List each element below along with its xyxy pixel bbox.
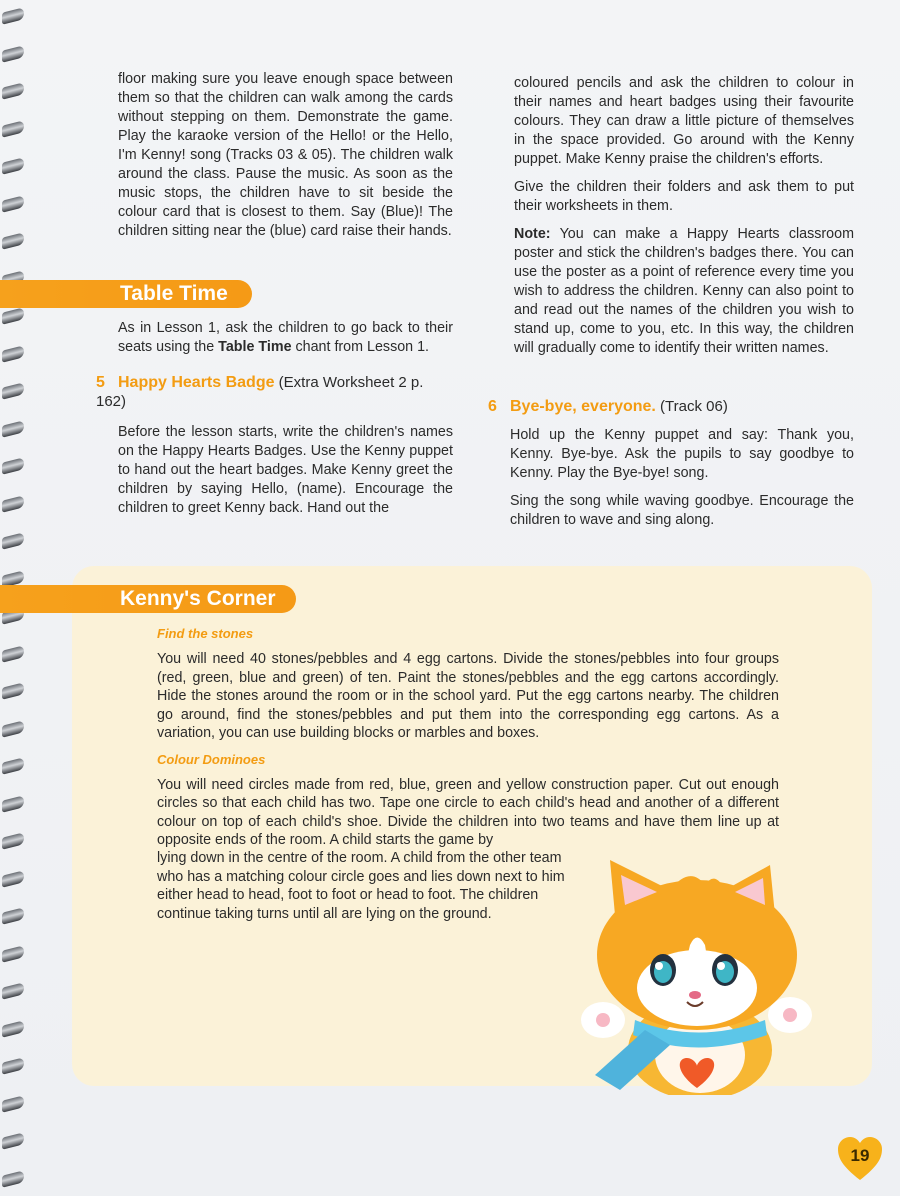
spiral-coil [2,495,24,512]
spiral-coil [2,720,24,737]
kennys-corner-heading [0,585,296,613]
spiral-coil [2,982,24,999]
spiral-coil [2,382,24,399]
spiral-coil [2,457,24,474]
spiral-coil [2,1057,24,1074]
section-6-title: Bye-bye, everyone. [510,398,656,415]
spiral-coil [2,420,24,437]
table-time-section [118,319,453,366]
spiral-coil [2,82,24,99]
spiral-coil [2,832,24,849]
right-column [514,74,854,367]
section-6-reference: (Track 06) [655,398,728,415]
section-6-number: 6 [488,398,497,415]
spiral-coil [2,682,24,699]
section-5-reference: (Extra Worksheet 2 p. 162) [96,374,424,410]
section-6-paragraph-1: Hold up the Kenny puppet and say: Thank you, Kenny. Bye-bye. Ask the pupils to say goodbye to Kenny. Play the Bye-bye! song. [510,427,854,481]
spiral-coil [2,1095,24,1112]
find-the-stones-text: You will need 40 stones/pebbles and 4 egg cartons. Divide the stones/pebbles into four groups (red, green, blue and green) of ten. Paint the stones/pebbles and the egg cartons accordingly. Hide the stones around the room or in the school yard. Put the egg cartons nearby. The children go around, find the stones/pebbles and put them into the corresponding egg cartons. As a variation, you can use building blocks or marbles and boxes. [157,651,779,741]
kenny-cat-icon [575,860,820,1095]
find-the-stones-title: Find the stones [157,626,254,641]
kennys-corner-heading-label: Kenny's Corner [120,587,276,610]
table-time-paragraph: As in Lesson 1, ask the children to go back to their seats using the Table Time chant from Lesson 1. [118,320,453,355]
section-5-number: 5 [96,374,105,391]
spiral-coil [2,1170,24,1187]
spiral-coil [2,907,24,924]
right-paragraph-2: Give the children their folders and ask them to put their worksheets in them. [514,179,854,214]
colour-dominoes-title: Colour Dominoes [157,751,266,767]
spiral-coil [2,195,24,212]
spiral-coil [2,7,24,24]
spiral-coil [2,157,24,174]
section-6-header [488,397,854,416]
right-paragraph-1: coloured pencils and ask the children to colour in their names and heart badges using their favourite colours. They can draw a little picture of themselves in the space provided. Go around with the Kenny puppet. Make Kenny praise the children's efforts. [514,75,854,167]
left-column [118,70,453,250]
spiral-coil [2,1020,24,1037]
spiral-coil [2,645,24,662]
spiral-coil [2,307,24,324]
find-the-stones-activity [157,626,779,850]
spiral-coil [2,870,24,887]
spiral-coil [2,345,24,362]
colour-dominoes-text-2: lying down in the centre of the room. A child from the other team who has a matching colour circle goes and lies down next to him either head to head, foot to foot or head to foot. The children continue taking turns until all are lying on the ground. [157,850,565,922]
table-time-heading [0,280,252,308]
spiral-coil [2,532,24,549]
spiral-coil [2,757,24,774]
section-5-paragraph: Before the lesson starts, write the children's names on the Happy Hearts Badges. Use the Kenny puppet to hand out the heart badges. Make Kenny greet the children by saying Hello, (name). Encourage the children to greet Kenny back. Hand out the [118,424,453,516]
spiral-coil [2,45,24,62]
spiral-coil [2,945,24,962]
left-intro-paragraph: floor making sure you leave enough space between them so that the children can walk among the cards without stepping on them. Demonstrate the game. Play the karaoke version of the Hello! or the Hello, I'm Kenny! song (Tracks 03 & 05). The children walk around the class. Pause the music. As soon as the music stops, the children have to sit beside the colour card that is closest to them. Say (Blue)! The children sitting near the (blue) card raise their hands. [118,71,453,239]
colour-dominoes-continued [157,849,585,932]
section-6-paragraph-2: Sing the song while waving goodbye. Encourage the children to wave and sing along. [510,493,854,528]
section-5-body [118,423,453,527]
section-6-body [510,426,854,539]
spiral-coil [2,120,24,137]
spiral-coil [2,795,24,812]
colour-dominoes-text-1: You will need circles made from red, blue, green and yellow construction paper. Cut out enough circles so that each child has two. Tape one circle to each child's head and another of a different colour on top of each child's shoe. Divide the children into two teams and have them line up at opposite ends of the room. A child starts the game by [157,776,779,848]
page-number: 19 [850,1146,870,1165]
page-number-badge [836,1136,884,1182]
table-time-heading-label: Table Time [120,282,228,305]
note-paragraph: Note: You can make a Happy Hearts classroom poster and stick the children's badges there. You can use the poster as a point of reference every time you wish to address the children. Kenny can also point to and read out the names of the children you wish to stand up, come to you, etc. In this way, the children will gradually come to identify their written names. [514,226,854,356]
section-5-title: Happy Hearts Badge [118,374,275,391]
spiral-coil [2,1132,24,1149]
spiral-coil [2,232,24,249]
section-5-header [96,373,453,411]
